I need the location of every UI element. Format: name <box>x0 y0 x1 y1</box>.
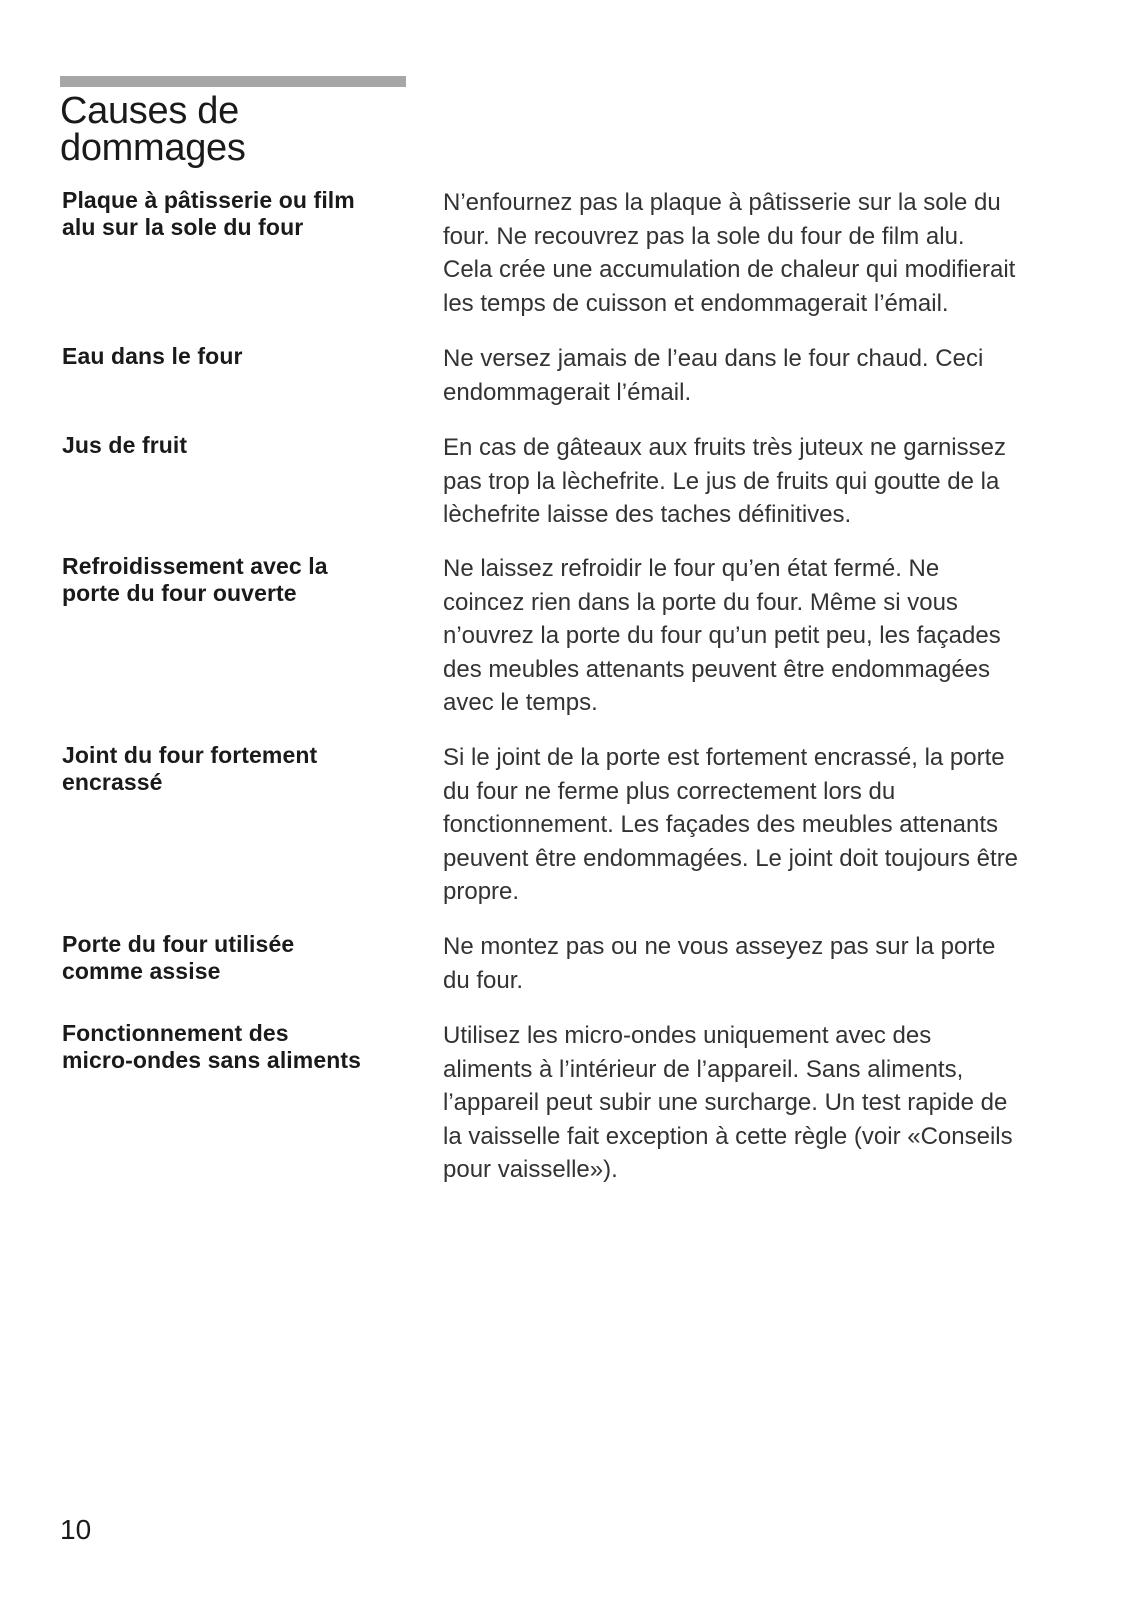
page-title: Causes de dommages <box>60 90 246 169</box>
damage-item-text: Ne montez pas ou ne vous asseyez pas sur la porte du four. <box>443 933 996 994</box>
damage-item-text: Si le joint de la porte est fortement encrassé, la porte du four ne ferme plus correctement lors du fonctionnement. Les façades des meubles attenants peuvent être endommagées. Le joint doit toujours être propre. <box>443 744 1019 905</box>
damage-item-title: Refroidissement avec la porte du four ouverte <box>62 553 328 606</box>
title-rule <box>60 76 406 87</box>
damage-item-title: Jus de fruit <box>62 432 188 458</box>
damage-item-text: Ne versez jamais de l’eau dans le four chaud. Ceci endommagerait l’émail. <box>443 345 984 406</box>
damage-item-title: Plaque à pâtisserie ou film alu sur la sole du four <box>62 187 355 240</box>
damage-item-text: N’enfournez pas la plaque à pâtisserie sur la sole du four. Ne recouvrez pas la sole du four de film alu. Cela crée une accumulation de chaleur qui modifierait les temps de cuisson et endommagerait l’émail. <box>443 189 1016 317</box>
damage-item-text: Ne laissez refroidir le four qu’en état fermé. Ne coincez rien dans la porte du four. Même si vous n’ouvrez la porte du four qu’un petit peu, les façades des meubles attenants peuvent être endommagées avec le temps. <box>443 555 1001 716</box>
damage-item-title: Fonctionnement des micro-ondes sans aliments <box>62 1020 362 1073</box>
damage-item-title: Eau dans le four <box>62 343 243 369</box>
damage-item-title: Joint du four fortement encrassé <box>62 742 318 795</box>
damage-item-text: En cas de gâteaux aux fruits très juteux ne garnissez pas trop la lèchefrite. Le jus de fruits qui goutte de la lèchefrite laisse des taches définitives. <box>443 434 1006 528</box>
damage-item-text: Utilisez les micro-ondes uniquement avec des aliments à l’intérieur de l’appareil. Sans aliments, l’appareil peut subir une surcharge. Un test rapide de la vaisselle fait exception à cette règle (voir «Conseils pour vaisselle»). <box>443 1022 1013 1183</box>
damage-item-title: Porte du four utilisée comme assise <box>62 931 295 984</box>
page-number: 10 <box>60 1514 92 1545</box>
